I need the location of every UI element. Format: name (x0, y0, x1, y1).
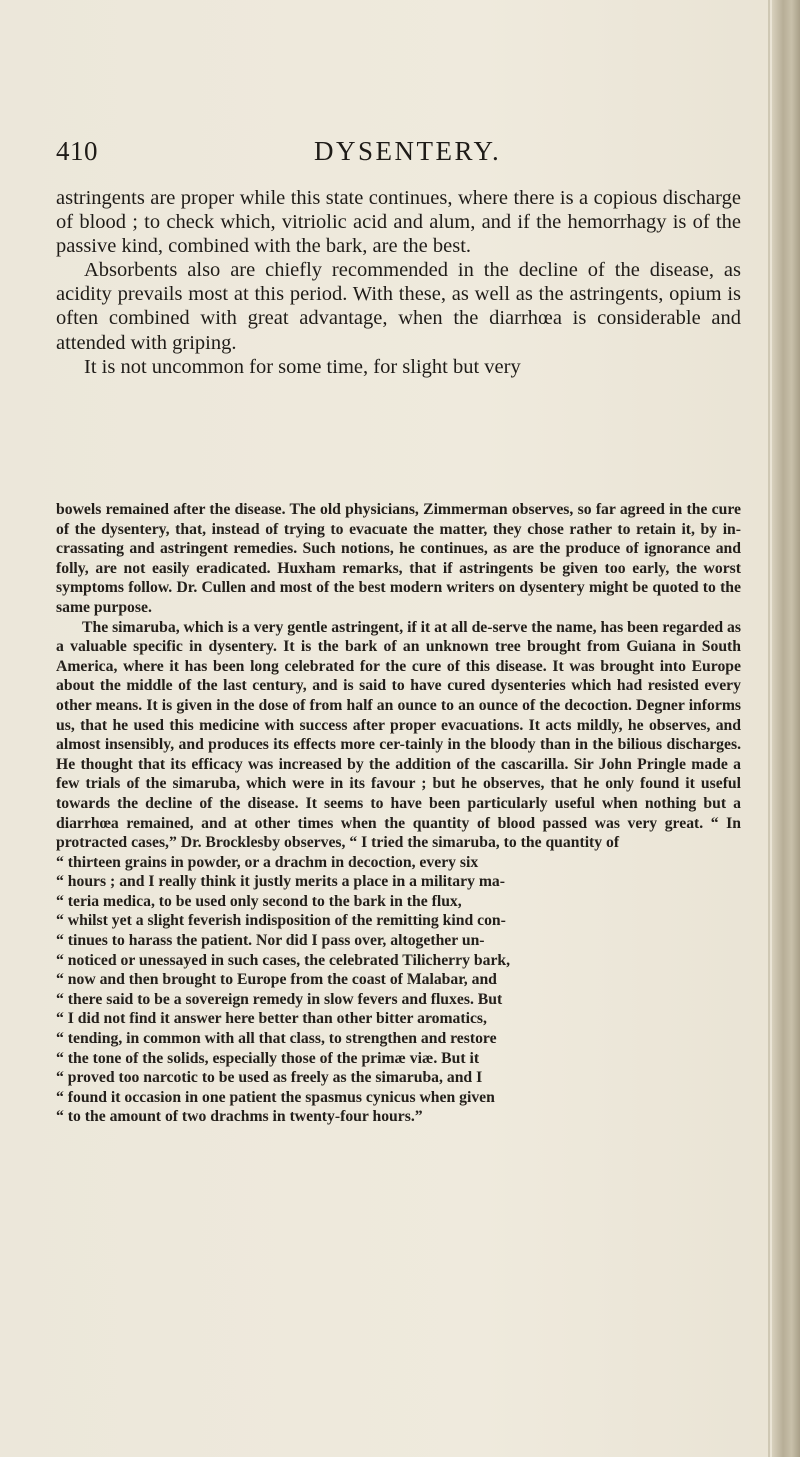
quote-line: “ to the amount of two drachms in twenty-four hours.” (56, 1108, 423, 1126)
quote-line: “ tending, in common with all that class, to strengthen and restore (56, 1030, 497, 1048)
footnote-text (56, 500, 741, 1127)
quote-line: “ the tone of the solids, especially those of the primæ viæ. But it (56, 1049, 480, 1067)
quote-line: “ tinues to harass the patient. Nor did I pass over, altogether un- (56, 932, 485, 950)
page-number: 410 (56, 136, 98, 166)
quote-line: “ thirteen grains in powder, or a drachm in decoction, every six (56, 853, 479, 871)
quote-line: “ proved too narcotic to be used as freely as the simaruba, and I (56, 1069, 483, 1087)
main-paragraph: It is not uncommon for some time, for slight but very (84, 355, 521, 378)
main-text (56, 186, 741, 379)
running-head (56, 136, 716, 170)
quote-line: “ whilst yet a slight feverish indisposition of the remitting kind con- (56, 912, 506, 930)
page-edge-line (768, 0, 770, 1457)
quote-line: “ hours ; and I really think it justly merits a place in a military ma- (56, 873, 505, 891)
main-paragraph: Absorbents also are chiefly recommended in the decline of the disease, as acidity prevails most at this period. With these, as well as the astringents, opium is often combined with great advantage, when the diarrhœa is considerable and attended with griping. (56, 259, 741, 354)
main-paragraph: astringents are proper while this state continues, where there is a copious discharge of blood ; to check which, vitriolic acid and alum, and if the hemorrhagy is of the passive kind, combined with the bark, are the best. (56, 187, 741, 258)
quote-line: “ there said to be a sovereign remedy in slow fevers and fluxes. But (56, 990, 503, 1008)
quote-line: “ I did not find it answer here better than other bitter aromatics, (56, 1010, 487, 1028)
quote-line: “ noticed or unessayed in such cases, the celebrated Tilicherry bark, (56, 951, 511, 969)
quote-line: “ teria medica, to be used only second to the bark in the flux, (56, 892, 462, 910)
footnote-paragraph-body: The simaruba, which is a very gentle astringent, if it at all de-serve the name, has been regarded as a valuable specific in dysentery. It is the bark of an unknown tree brought from Guiana in South America, where it has been long celebrated for the cure of this disease. It was brought into Europe about the middle of the last century, and is said to have cured dysenteries which had resisted every other means. It is given in the dose of from half an ounce to an ounce of the decoction. Degner informs us, that he used this medicine with success after proper evacuations. It acts mildly, he observes, and almost insensibly, and produces its effects more cer-tainly in the bloody than in the bilious discharges. He thought that its efficacy was increased by the addition of the cascarilla. Sir John Pringle made a few trials of the simaruba, which were in its favour ; but he observes, that he only found it useful towards the decline of the disease. It seems to have been particularly useful when nothing but a diarrhœa remained, and at other times when the quantity of blood passed was very great. “ In protracted cases,” Dr. Brocklesby observes, “ I tried the simaruba, to the quantity of (56, 618, 741, 852)
book-gutter (772, 0, 800, 1457)
footnote-paragraph (56, 618, 741, 1127)
quote-line: “ found it occasion in one patient the spasmus cynicus when given (56, 1088, 495, 1106)
running-title: DYSENTERY. (314, 136, 502, 166)
footnote-paragraph: bowels remained after the disease. The old physicians, Zimmerman observes, so far agreed in the cure of the dysentery, that, instead of trying to evacuate the matter, they chose rather to retain it, by in-crassating and astringent remedies. Such notions, he continues, as are the produce of ignorance and folly, are not easily eradicated. Huxham remarks, that if astringents be given too early, the worst symptoms follow. Dr. Cullen and most of the best modern writers on dysentery might be quoted to the same purpose. (56, 501, 741, 616)
quote-line: “ now and then brought to Europe from the coast of Malabar, and (56, 971, 497, 989)
